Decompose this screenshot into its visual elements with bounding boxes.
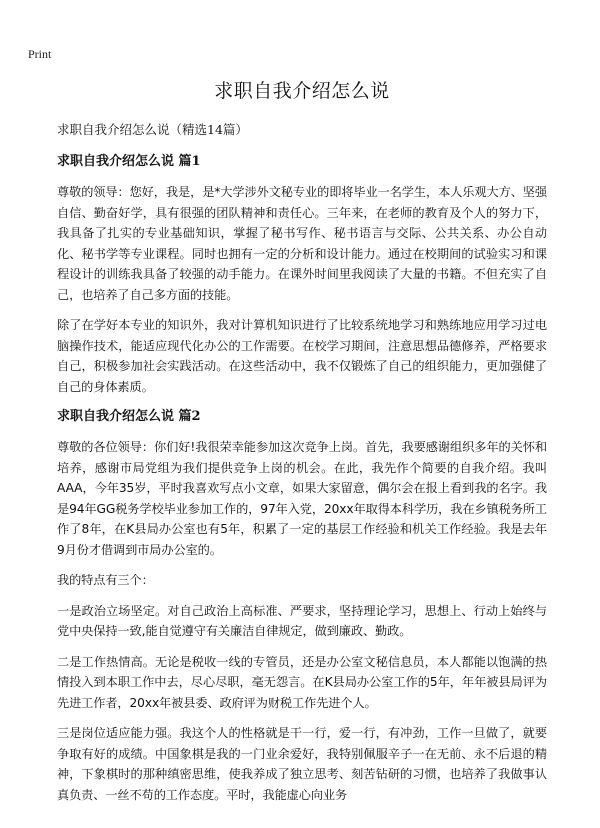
paragraph: 三是岗位适应能力强。我这个人的性格就是干一行，爱一行，有冲劲，工作一旦做了，就要争取有好的成绩。中国象棋是我的一门业余爱好，我特别佩服辛子一在无前、永不后退的精神，下象棋时的那种缜密思维，使我养成了独立思考、刻苦钻研的习惯，也培养了我做事认真负责、一丝不苟的工作态度。平时，我能虚心向业务 [57,726,547,802]
paragraph: 尊敬的各位领导：你们好!我很荣幸能参加这次竞争上岗。首先，我要感谢组织多年的关怀和培养，感谢市局党组为我们提供竞争上岗的机会。在此，我先作个简要的自我介绍。我叫AAA，今年35岁，平时我喜欢写点小文章，如果大家留意，偶尔会在报上看到我的名字。我是94年GG税务学校毕业参加工作的，97年入党，20xx年取得本科学历，我在乡镇税务所工作了8年，在K县局办公室也有5年，积累了一定的基层工作经验和机关工作经验。我是去年9月份才借调到市局办公室的。 [57,440,547,557]
paragraph: 我的特点有三个： [57,573,154,587]
document-content [57,78,547,815]
paragraph: 尊敬的领导：您好，我是，是*大学涉外文秘专业的即将毕业一名学生，本人乐观大方、坚强自信、勤奋好学，具有很强的团队精神和责任心。三年来，在老师的教育及个人的努力下，我具备了扎实的专业基础知识，掌握了秘书写作、秘书语言与交际、公共关系、办公自动化、秘书学等专业课程。同时也拥有一定的分析和设计能力。通过在校期间的试验实习和课程设计的训练我具备了较强的动手能力。在课外时间里我阅读了大量的书籍。不但充实了自己，也培养了自己多方面的技能。 [57,185,547,302]
section-2 [57,407,547,805]
section-heading: 求职自我介绍怎么说 篇2 [57,409,201,424]
section-1 [57,152,547,397]
document-title: 求职自我介绍怎么说 [214,80,390,102]
paragraph: 二是工作热情高。无论是税收一线的专管员，还是办公室文秘信息员，本人都能以饱满的热情投入到本职工作中去，尽心尽职，毫无怨言。在K县局办公室工作的5年，年年被县局评为先进工作者，20xx年被县委、政府评为财税工作先进个人。 [57,654,547,710]
document-subtitle: 求职自我介绍怎么说（精选14篇） [57,122,248,137]
print-link[interactable]: Print [28,47,52,61]
paragraph: 一是政治立场坚定。对自己政治上高标准、严要求，坚持理论学习，思想上、行动上始终与党中央保持一致,能自觉遵守有关廉洁自律规定，做到廉政、勤政。 [57,603,547,638]
section-heading: 求职自我介绍怎么说 篇1 [57,154,201,169]
paragraph: 除了在学好本专业的知识外，我对计算机知识进行了比较系统地学习和熟练地应用学习过电脑操作技术，能适应现代化办公的工作需要。在校学习期间，注意思想品德修养，严格要求自己，积极参加社会实践活动。在这些活动中，我不仅锻炼了自己的组织能力，更加强健了自己的身体素质。 [57,318,547,394]
